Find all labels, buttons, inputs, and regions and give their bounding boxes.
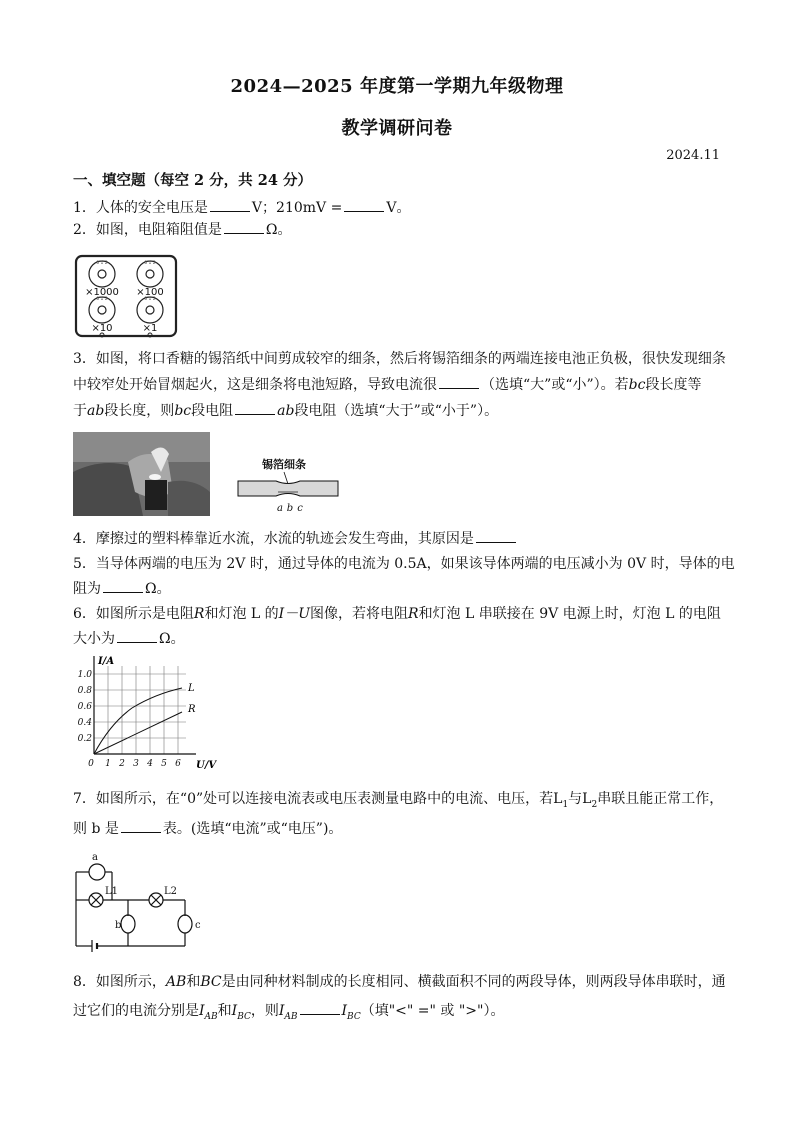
q8-sub: BC [237,1011,251,1022]
q3-var: bc [628,377,646,393]
meter-c-label: c [195,920,201,931]
q7-sub: 1 [562,799,569,810]
q6-var: R [193,606,205,622]
q6-text: 6．如图所示是电阻 [73,606,194,622]
question-8-line-2 [73,1002,504,1026]
q8-var: I [231,1003,238,1019]
answer-blank[interactable] [224,221,264,234]
y-axis-label: I/A [98,656,115,667]
x-tick: 5 [161,759,167,769]
x-tick: 3 [133,759,139,769]
resistance-box-figure [74,254,178,338]
q5-text: 阻为 [73,581,101,597]
page-title: 2024—2025 年度第一学期九年级物理 [230,76,564,97]
section-heading: 一、填空题（每空 2 分，共 24 分） [73,172,312,189]
curve-label-L: L [188,683,195,694]
q1-text-a: 1．人体的安全电压是 [73,200,208,216]
svg-text:0 1 2: 0 1 2 [96,261,108,266]
q3-var: bc [174,403,192,419]
answer-blank[interactable] [476,530,516,543]
q8-text: ，则 [250,1003,279,1019]
answer-blank[interactable] [235,402,275,415]
q8-text: 过它们的电流分别是 [73,1003,199,1019]
q6-var: R [408,606,419,622]
q8-text: 和 [217,1003,232,1019]
q7-sub: 2 [591,799,598,810]
foil-label: 锡箔细条 [262,458,306,471]
q7-text: 串联且能正常工作， [597,791,724,807]
q7-text: 7．如图所示，在“0”处可以连接电流表或电压表测量电路中的电流、电压，若L [73,791,563,807]
question-5-line-1: 5．当导体两端的电压为 2V 时，通过导体的电流为 0.5A，如果该导体两端的电压减小为 0V 时，导体的电 [73,556,735,572]
lamp-L1-label: L1 [105,886,119,897]
answer-blank[interactable] [121,820,161,833]
dial-label-100: ×100 [136,287,164,298]
q8-text: 8．如图所示， [73,974,166,990]
q8-var: AB [165,974,187,990]
svg-text:0 1 2: 0 1 2 [96,297,108,302]
question-3-line-3 [73,402,498,420]
y-tick: 0.8 [77,686,92,696]
q8-text: （填"<" =" 或 ">"）。 [360,1003,505,1019]
q3-text: 段长度等 [645,377,702,393]
page-subtitle: 教学调研问卷 [341,118,453,139]
q1-text-c: V。 [386,200,411,216]
answer-blank[interactable] [210,199,250,212]
q8-sub: AB [284,1011,298,1022]
q8-text: 是由同种材料制成的长度相同、横截面积不同的两段导体，则两段导体串联时，通 [221,974,726,990]
q3-var: ab [87,403,105,419]
q6-text: Ω。 [159,631,185,647]
q6-var: I－U [278,606,311,622]
circuit-figure [72,850,206,954]
q5-text: Ω。 [145,581,171,597]
question-6-line-2 [73,630,185,648]
q8-var: I [199,1003,205,1019]
dial-label-1000: ×1000 [85,287,119,298]
foil-strip-figure [236,454,340,514]
x-tick: 6 [175,759,181,769]
q8-sub: BC [347,1011,361,1022]
answer-blank[interactable] [300,1002,340,1015]
point-a: a [277,503,283,514]
dial-label-10: ×10 [91,323,113,334]
x-tick: 2 [119,759,125,769]
answer-blank[interactable] [439,376,479,389]
q8-var: I [278,1003,285,1019]
point-b: b [286,503,294,514]
q3-text: 段电阻（选填“大于”或“小于”）。 [294,403,499,419]
question-6-line-1 [73,605,721,623]
x-tick: 4 [147,759,153,769]
q8-sub: AB [204,1011,218,1022]
dial-label-1: ×1 [142,323,158,334]
q7-text: 与L [568,791,592,807]
q3-text: （选填“大”或“小”）。若 [481,377,629,393]
q2-text-a: 2．如图，电阻箱阻值是 [73,222,222,238]
foil-photo-figure [73,432,210,516]
svg-text:0 1 2: 0 1 2 [144,297,156,302]
q6-text: 图像，若将电阻 [310,606,409,622]
answer-blank[interactable] [103,580,143,593]
q3-var: ab [277,403,295,419]
q7-text: 则 b 是 [73,821,119,837]
q3-text: 中较窄处开始冒烟起火，这是细条将电池短路，导致电流很 [73,377,437,393]
point-c: c [297,503,303,514]
y-tick: 0.6 [77,702,92,712]
q3-text: 段电阻 [191,403,234,419]
q8-var: I [341,1003,348,1019]
question-5-line-2 [73,580,171,598]
svg-text:0 1 2: 0 1 2 [144,261,156,266]
question-4 [73,530,518,548]
q7-text: 表。(选填“电流”或“电压”)。 [162,821,343,837]
exam-date: 2024.11 [666,148,720,163]
question-8-line-1 [73,973,726,991]
q8-var: BC [200,974,222,990]
q8-text: 和 [186,974,201,990]
q2-text-b: Ω。 [265,222,292,238]
answer-blank[interactable] [117,630,157,643]
answer-blank[interactable] [344,199,384,212]
curve-label-R: R [188,704,196,715]
x-axis-label: U/V [196,760,217,771]
y-tick: 0.2 [77,734,92,744]
meter-a-label: a [92,852,98,863]
x-tick: 0 [88,759,94,769]
q1-text-b: V；210mV = [251,200,343,216]
question-7-line-1 [73,790,723,814]
q3-text: 于 [73,403,87,419]
question-2 [73,221,292,239]
q6-text: 大小为 [73,631,115,647]
q6-text: 和灯泡 L 的 [204,606,279,622]
y-tick: 0.4 [77,718,92,728]
question-7-line-2 [73,820,342,838]
y-tick: 1.0 [77,670,92,680]
lamp-L2-label: L2 [164,886,178,897]
q4-text: 4．摩擦过的塑料棒靠近水流，水流的轨迹会发生弯曲，其原因是 [73,531,474,547]
q6-text: 和灯泡 L 串联接在 9V 电源上时，灯泡 L 的电阻 [418,606,721,622]
q3-text: 段长度，则 [104,403,175,419]
iu-graph-figure [70,654,220,776]
question-1 [73,199,410,217]
question-3-line-2 [73,376,701,394]
question-3-line-1: 3．如图，将口香糖的锡箔纸中间剪成较窄的细条，然后将锡箔细条的两端连接电池正负极，很快发现细条 [73,351,726,367]
meter-b-label: b [115,920,122,931]
x-tick: 1 [105,759,111,769]
